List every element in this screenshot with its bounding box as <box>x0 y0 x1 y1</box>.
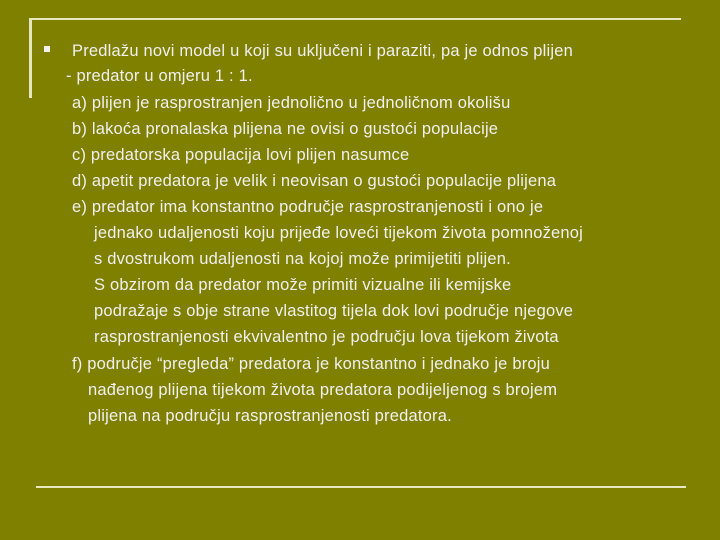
item-e-line-2: jednako udaljenosti koju prijeđe loveći tijekom života pomnoženoj <box>94 224 584 242</box>
item-c: c) predatorska populacija lovi plijen nasumce <box>72 146 410 164</box>
item-f-line-1: f) područje “pregleda” predatora je konstantno i jednako je broju <box>72 355 551 373</box>
item-b: b) lakoća pronalaska plijena ne ovisi o gustoći populacije <box>72 120 499 138</box>
decorative-rule-top <box>29 18 681 20</box>
decorative-rule-left <box>29 18 32 98</box>
item-a: a) plijen je rasprostranjen jednolično u jednoličnom okolišu <box>72 94 511 112</box>
item-e-line-1: e) predator ima konstantno područje rasprostranjenosti i ono je <box>72 198 544 216</box>
intro-line-1: Predlažu novi model u koji su uključeni i paraziti, pa je odnos plijen <box>72 42 574 60</box>
item-e-line-6: rasprostranjenosti ekvivalentno je području lova tijekom života <box>94 328 559 346</box>
item-d: d) apetit predatora je velik i neovisan o gustoći populacije plijena <box>72 172 557 190</box>
item-e-line-3: s dvostrukom udaljenosti na kojoj može primijetiti plijen. <box>94 250 511 268</box>
item-e-line-4: S obzirom da predator može primiti vizualne ili kemijske <box>94 276 512 294</box>
bullet-square-icon <box>44 46 50 52</box>
decorative-rule-bottom <box>36 486 686 488</box>
item-f-line-2: nađenog plijena tijekom života predatora podijeljenog s brojem <box>88 381 558 399</box>
item-f-line-3: plijena na području rasprostranjenosti predatora. <box>88 407 452 425</box>
intro-line-2: - predator u omjeru 1 : 1. <box>66 67 253 85</box>
item-e-line-5: podražaje s obje strane vlastitog tijela dok lovi područje njegove <box>94 302 574 320</box>
